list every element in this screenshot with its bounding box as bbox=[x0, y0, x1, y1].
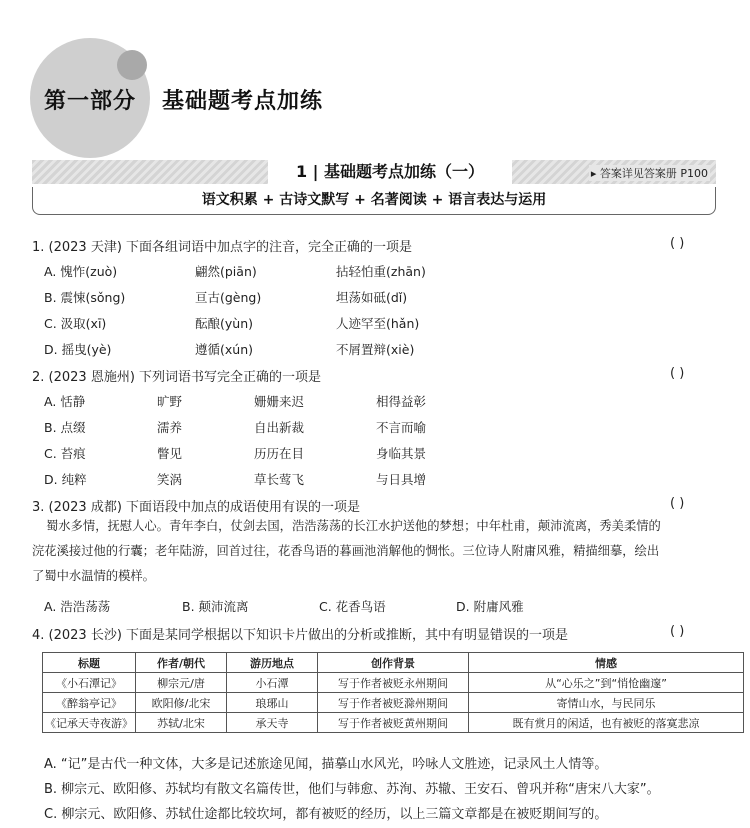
q1-option-b-2: 亘古(gèng) bbox=[195, 290, 262, 305]
q1-answer-paren: ( ) bbox=[670, 236, 685, 251]
q1-option-a-3: 拈轻怕重(zhān) bbox=[336, 264, 426, 279]
q2-option-b-3: 自出新裁 bbox=[254, 420, 305, 435]
table-header-place: 游历地点 bbox=[227, 653, 318, 673]
q1-option-a-1: A. 愧怍(zuò) bbox=[44, 264, 118, 279]
answer-reference: ▸ 答案详见答案册 P100 bbox=[590, 167, 708, 180]
table-cell: 写于作者被贬黄州期间 bbox=[318, 713, 469, 733]
q3-passage-line-2: 浣花溪接过他的行囊；老年陆游，回首过往，花香鸟语的暮画池消解他的惆怅。三位诗人附庸风雅，精描细摹，绘出 bbox=[32, 544, 660, 558]
q2-option-b-4: 不言而喻 bbox=[376, 420, 427, 435]
q2-option-c-4: 身临其景 bbox=[376, 446, 427, 461]
topics-box: 语文积累 + 古诗文默写 + 名著阅读 + 语言表达与运用 bbox=[32, 187, 716, 215]
q2-option-d-4: 与日具增 bbox=[376, 472, 427, 487]
q3-passage-line-3: 了蜀中水温情的模样。 bbox=[32, 569, 155, 583]
q2-stem: 2. (2023 恩施州) 下列词语书写完全正确的一项是 bbox=[32, 370, 322, 385]
q1-option-b-3: 坦荡如砥(dǐ) bbox=[336, 290, 408, 305]
table-cell: 琅琊山 bbox=[227, 693, 318, 713]
knowledge-card-table bbox=[42, 652, 744, 733]
q4-option-b: B. 柳宗元、欧阳修、苏轼均有散文名篇传世，他们与韩愈、苏洵、苏辙、王安石、曾巩并称“唐宋八大家”。 bbox=[44, 782, 660, 797]
q2-option-c-2: 瞥见 bbox=[157, 446, 183, 461]
q1-stem: 1. (2023 天津) 下面各组词语中加点字的注音，完全正确的一项是 bbox=[32, 240, 413, 255]
table-cell: 《小石潭记》 bbox=[43, 673, 136, 693]
table-cell: 小石潭 bbox=[227, 673, 318, 693]
header-small-circle-decoration bbox=[117, 50, 147, 80]
q3-option-c: C. 花香鸟语 bbox=[319, 599, 386, 614]
table-header-title: 标题 bbox=[43, 653, 136, 673]
table-cell: 《醉翁亭记》 bbox=[43, 693, 136, 713]
table-header-author: 作者/朝代 bbox=[136, 653, 227, 673]
q2-option-d-1: D. 纯粹 bbox=[44, 472, 87, 487]
q2-option-c-1: C. 苔痕 bbox=[44, 446, 86, 461]
q3-stem: 3. (2023 成都) 下面语段中加点的成语使用有误的一项是 bbox=[32, 500, 361, 515]
q2-option-b-1: B. 点缀 bbox=[44, 420, 86, 435]
q1-option-c-1: C. 汲取(xī) bbox=[44, 316, 107, 331]
q2-option-a-3: 姗姗来迟 bbox=[254, 394, 305, 409]
q1-option-d-3: 不屑置辩(xiè) bbox=[336, 342, 415, 357]
table-cell: 柳宗元/唐 bbox=[136, 673, 227, 693]
q2-option-d-2: 笑涡 bbox=[157, 472, 183, 487]
q1-option-c-2: 酝酿(yùn) bbox=[195, 316, 253, 331]
table-cell: 既有赏月的闲适，也有被贬的落寞悲凉 bbox=[469, 713, 744, 733]
table-cell: 写于作者被贬滁州期间 bbox=[318, 693, 469, 713]
table-cell: 承天寺 bbox=[227, 713, 318, 733]
table-row bbox=[43, 693, 744, 713]
q3-option-b: B. 颠沛流离 bbox=[182, 599, 249, 614]
table-cell: 《记承天寺夜游》 bbox=[43, 713, 136, 733]
table-row bbox=[43, 713, 744, 733]
table-row bbox=[43, 673, 744, 693]
q2-answer-paren: ( ) bbox=[670, 366, 685, 381]
q2-option-a-2: 旷野 bbox=[157, 394, 183, 409]
q4-answer-paren: ( ) bbox=[670, 624, 685, 639]
q1-option-c-3: 人迹罕至(hǎn) bbox=[336, 316, 420, 331]
q2-option-c-3: 历历在目 bbox=[254, 446, 305, 461]
table-header-row bbox=[43, 653, 744, 673]
table-cell: 从“心乐之”到“悄怆幽邃” bbox=[469, 673, 744, 693]
table-cell: 欧阳修/北宋 bbox=[136, 693, 227, 713]
q1-option-d-1: D. 摇曳(yè) bbox=[44, 342, 112, 357]
table-cell: 写于作者被贬永州期间 bbox=[318, 673, 469, 693]
section-bar bbox=[32, 160, 716, 184]
q2-option-a-4: 相得益彰 bbox=[376, 394, 427, 409]
q1-option-b-1: B. 震悚(sǒng) bbox=[44, 290, 126, 305]
table-header-background: 创作背景 bbox=[318, 653, 469, 673]
q2-option-d-3: 草长莺飞 bbox=[254, 472, 305, 487]
q3-answer-paren: ( ) bbox=[670, 496, 685, 511]
q3-option-a: A. 浩浩荡荡 bbox=[44, 599, 111, 614]
table-cell: 苏轼/北宋 bbox=[136, 713, 227, 733]
table-header-emotion: 情感 bbox=[469, 653, 744, 673]
q2-option-a-1: A. 恬静 bbox=[44, 394, 86, 409]
q2-option-b-2: 濡养 bbox=[157, 420, 183, 435]
part-label: 第一部分 bbox=[44, 89, 137, 114]
q4-stem: 4. (2023 长沙) 下面是某同学根据以下知识卡片做出的分析或推断，其中有明显错误的一项是 bbox=[32, 628, 569, 643]
table-cell: 寄情山水，与民同乐 bbox=[469, 693, 744, 713]
q4-option-a: A. “记”是古代一种文体，大多是记述旅途见闻，描摹山水风光，吟咏人文胜迹，记录风土人情等。 bbox=[44, 757, 608, 772]
q1-option-a-2: 翩然(piān) bbox=[195, 264, 257, 279]
section-title: 1 | 基础题考点加练（一） bbox=[268, 160, 512, 184]
q3-option-d: D. 附庸风雅 bbox=[456, 599, 524, 614]
part-title: 基础题考点加练 bbox=[162, 89, 324, 114]
q1-option-d-2: 遵循(xún) bbox=[195, 342, 253, 357]
q3-passage-line-1: 蜀水多情，抚慰人心。青年李白，仗剑去国，浩浩荡荡的长江水护送他的梦想；中年杜甫，颠沛流离，秀美柔情的 bbox=[46, 519, 661, 533]
q4-option-c: C. 柳宗元、欧阳修、苏轼仕途都比较坎坷，都有被贬的经历，以上三篇文章都是在被贬期间写的。 bbox=[44, 807, 608, 822]
